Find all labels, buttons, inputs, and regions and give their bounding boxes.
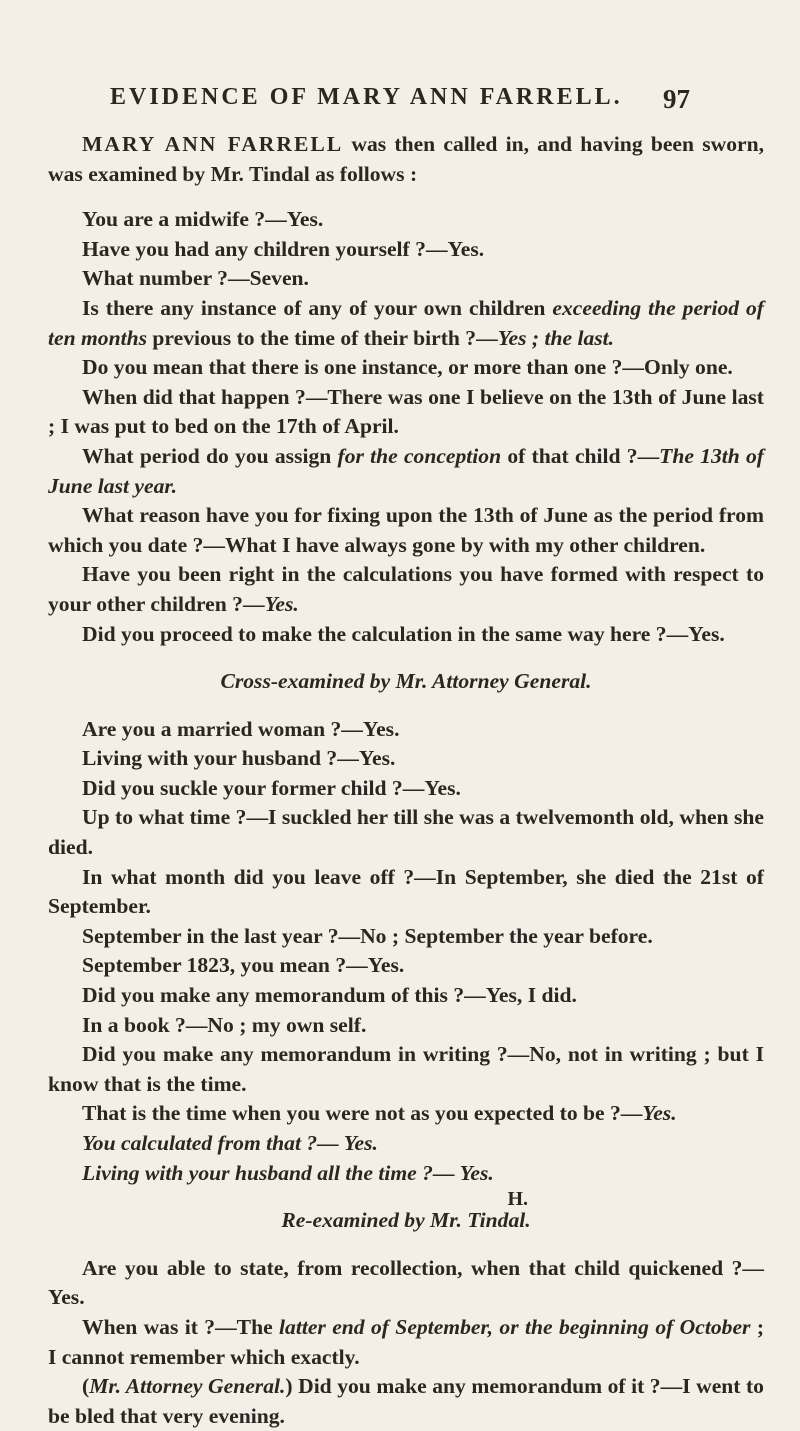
text-run: Living with your husband ?—Yes. xyxy=(82,746,396,771)
qa-paragraph xyxy=(48,501,764,560)
text-run: What period do you assign xyxy=(82,443,338,468)
body-text xyxy=(48,130,764,1431)
text-run: of that child ?— xyxy=(501,443,660,468)
qa-paragraph xyxy=(48,803,764,862)
text-run: September in the last year ?—No ; September the year before. xyxy=(82,923,653,948)
text-run: ) Did you make any memorandum of it ?—I went to be bled that very evening. xyxy=(48,1374,764,1428)
qa-paragraph xyxy=(48,294,764,353)
text-run: Did you make any memorandum in writing ?—No, not in writing ; but I know that is the time. xyxy=(48,1042,764,1096)
page-number: 97 xyxy=(663,84,690,114)
italic-text: Yes. xyxy=(642,1101,677,1126)
text-run: previous to the time of their birth ?— xyxy=(147,325,498,350)
qa-paragraph xyxy=(48,744,764,774)
italic-text: Living with your husband all the time ?— Yes. xyxy=(82,1160,494,1185)
re-examination xyxy=(48,1254,764,1431)
text-run: That is the time when you were not as you expected to be ?— xyxy=(82,1101,643,1126)
re-examination-heading: Re-examined by Mr. Tindal. xyxy=(281,1208,531,1233)
text-run: September 1823, you mean ?—Yes. xyxy=(82,953,405,978)
italic-text: exceeding the period of ten months xyxy=(48,295,764,350)
qa-paragraph xyxy=(48,264,764,294)
qa-paragraph xyxy=(48,235,764,265)
header-title: EVIDENCE OF MARY ANN FARRELL. xyxy=(110,84,623,110)
qa-paragraph xyxy=(48,1129,764,1159)
qa-paragraph xyxy=(48,620,764,650)
text-run: What number ?—Seven. xyxy=(82,266,309,291)
italic-text: Mr. Attorney General. xyxy=(89,1374,286,1399)
witness-name: MARY ANN FARRELL xyxy=(82,132,344,156)
qa-paragraph xyxy=(48,774,764,804)
text-run: In what month did you leave off ?—In September, she died the 21st of September. xyxy=(48,864,764,919)
qa-paragraph xyxy=(48,1011,764,1041)
text-run: In a book ?—No ; my own self. xyxy=(82,1012,367,1037)
text-run: Are you a married woman ?—Yes. xyxy=(82,716,400,741)
qa-paragraph xyxy=(48,1313,764,1372)
italic-text: for the conception xyxy=(337,443,502,468)
cross-examination xyxy=(48,715,764,1189)
qa-paragraph xyxy=(48,922,764,952)
qa-paragraph xyxy=(48,863,764,922)
text-run: ; I cannot remember which exactly. xyxy=(48,1314,765,1369)
text-run: Have you been right in the calculations you have formed with respect to your other children ?— xyxy=(48,562,764,616)
text-run: Is there any instance of any of your own children xyxy=(82,295,553,320)
text-run: When was it ?—The xyxy=(82,1314,280,1339)
catchword: H. xyxy=(507,1188,528,1210)
text-run: You are a midwife ?—Yes. xyxy=(82,207,324,232)
italic-text: Yes. xyxy=(264,591,299,616)
text-run: Did you make any memorandum of this ?—Yes, I did. xyxy=(82,983,577,1008)
qa-paragraph xyxy=(48,951,764,981)
qa-paragraph xyxy=(48,1372,764,1431)
direct-examination xyxy=(48,205,764,649)
qa-paragraph xyxy=(48,383,764,442)
qa-paragraph xyxy=(48,1159,764,1189)
intro-text: was then called in, and having been sworn, was examined by Mr. Tindal as follows : xyxy=(48,132,764,186)
italic-text: latter end of September, or the beginning of October xyxy=(279,1314,751,1339)
text-run: Have you had any children yourself ?—Yes. xyxy=(82,236,485,261)
qa-paragraph xyxy=(48,1040,764,1099)
qa-paragraph xyxy=(48,442,764,501)
qa-paragraph xyxy=(48,715,764,745)
text-run: Are you able to state, from recollection, when that child quickened ?—Yes. xyxy=(48,1255,764,1310)
cross-examination-heading: Cross-examined by Mr. Attorney General. xyxy=(220,669,592,694)
text-run: Up to what time ?—I suckled her till she was a twelvemonth old, when she died. xyxy=(48,805,764,860)
italic-text: You calculated from that ?— Yes. xyxy=(82,1131,378,1155)
qa-paragraph xyxy=(48,1099,764,1129)
text-run: Did you suckle your former child ?—Yes. xyxy=(82,775,461,800)
qa-paragraph xyxy=(48,981,764,1011)
qa-paragraph xyxy=(48,560,764,619)
running-header xyxy=(110,84,690,115)
qa-paragraph xyxy=(48,205,764,235)
text-run: When did that happen ?—There was one I believe on the 13th of June last ; I was put to bed on the 17th of April. xyxy=(48,384,764,439)
text-run: Do you mean that there is one instance, or more than one ?—Only one. xyxy=(82,355,733,380)
text-run: What reason have you for fixing upon the 13th of June as the period from which you date ?—What I have always gone by with my other children. xyxy=(48,503,764,557)
qa-paragraph xyxy=(48,1254,764,1313)
intro-paragraph xyxy=(48,130,764,189)
italic-text: The 13th of June last year. xyxy=(48,443,764,498)
italic-text: Yes ; the last. xyxy=(497,325,615,350)
qa-paragraph xyxy=(48,353,764,383)
text-run: Did you proceed to make the calculation in the same way here ?—Yes. xyxy=(82,621,725,646)
text-run: ( xyxy=(82,1374,90,1399)
